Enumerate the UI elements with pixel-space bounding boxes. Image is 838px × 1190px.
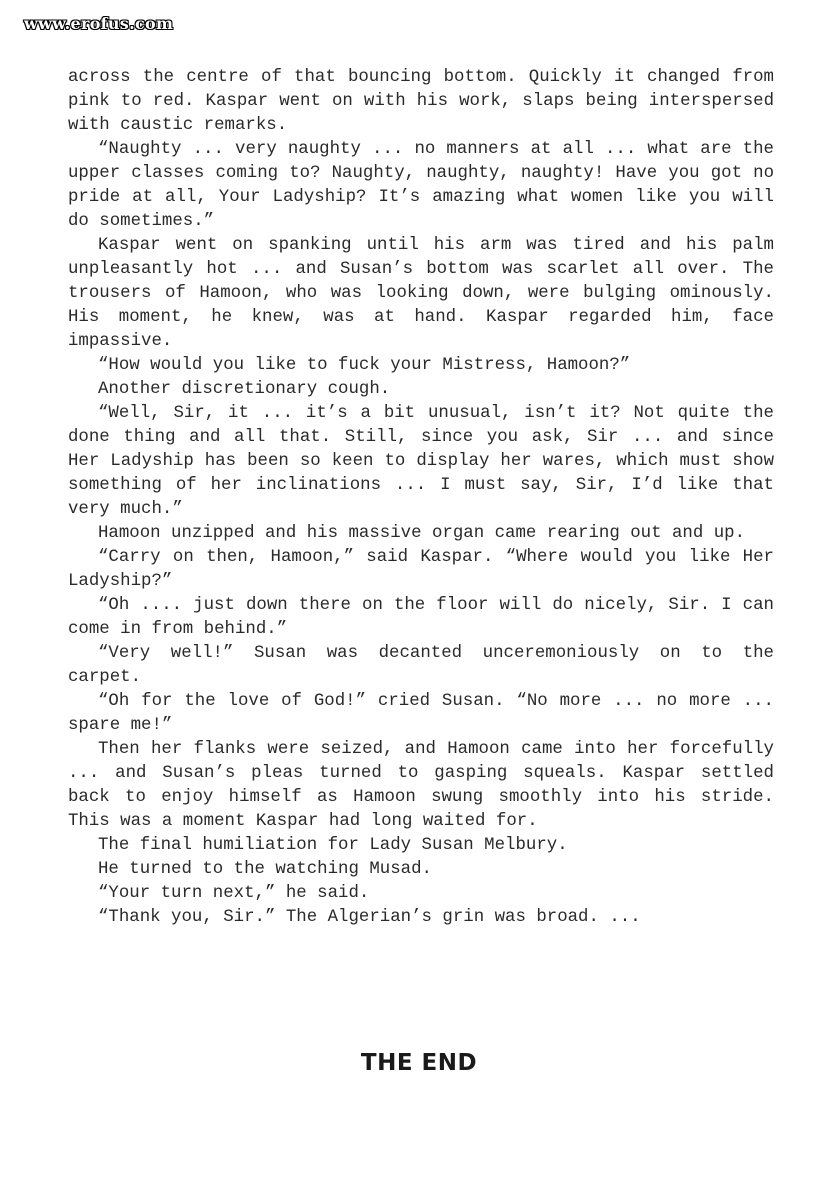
watermark-text: www.erofus.com — [24, 14, 174, 33]
paragraph: “Very well!” Susan was decanted unceremoniously on to the carpet. — [68, 644, 774, 687]
paragraph: “Oh for the love of God!” cried Susan. “No more ... no more ... spare me!” — [68, 692, 774, 735]
paragraph: Then her flanks were seized, and Hamoon came into her forcefully ... and Susan’s pleas turned to gasping squeals. Kaspar settled back to enjoy himself as Hamoon swung smoothly into his stride. This was a moment Kaspar had long waited for. — [68, 740, 774, 831]
paragraph: Another discretionary cough. — [98, 380, 391, 399]
paragraph: The final humiliation for Lady Susan Melbury. — [98, 836, 568, 855]
paragraph: Hamoon unzipped and his massive organ came rearing out and up. — [98, 524, 746, 543]
paragraph: “Thank you, Sir.” The Algerian’s grin was broad. ... — [98, 908, 641, 927]
paragraph: across the centre of that bouncing bottom. Quickly it changed from pink to red. Kaspar went on with his work, slaps being interspersed with caustic remarks. — [68, 68, 774, 135]
paragraph: Kaspar went on spanking until his arm was tired and his palm unpleasantly hot ... and Susan’s bottom was scarlet all over. The trousers of Hamoon, who was looking down, were bulging ominously. His moment, he knew, was at hand. Kaspar regarded him, face impassive. — [68, 236, 774, 351]
paragraph: He turned to the watching Musad. — [98, 860, 432, 879]
paragraph: “Well, Sir, it ... it’s a bit unusual, isn’t it? Not quite the done thing and all that. Still, since you ask, Sir ... and since Her Ladyship has been so keen to display her wares, which must show something of her inclinations ... I must say, Sir, I’d like that very much.” — [68, 404, 774, 519]
paragraph: “How would you like to fuck your Mistress, Hamoon?” — [98, 356, 631, 375]
paragraph: “Your turn next,” he said. — [98, 884, 370, 903]
paragraph: “Oh .... just down there on the floor will do nicely, Sir. I can come in from behind.” — [68, 596, 774, 639]
paragraph: “Naughty ... very naughty ... no manners at all ... what are the upper classes coming to? Naughty, naughty, naughty! Have you got no pride at all, Your Ladyship? It’s amazing what women like you will do sometimes.” — [68, 140, 774, 231]
closing-heading: THE END — [360, 1050, 478, 1076]
paragraph: “Carry on then, Hamoon,” said Kaspar. “Where would you like Her Ladyship?” — [68, 548, 774, 591]
page-body — [68, 66, 774, 930]
